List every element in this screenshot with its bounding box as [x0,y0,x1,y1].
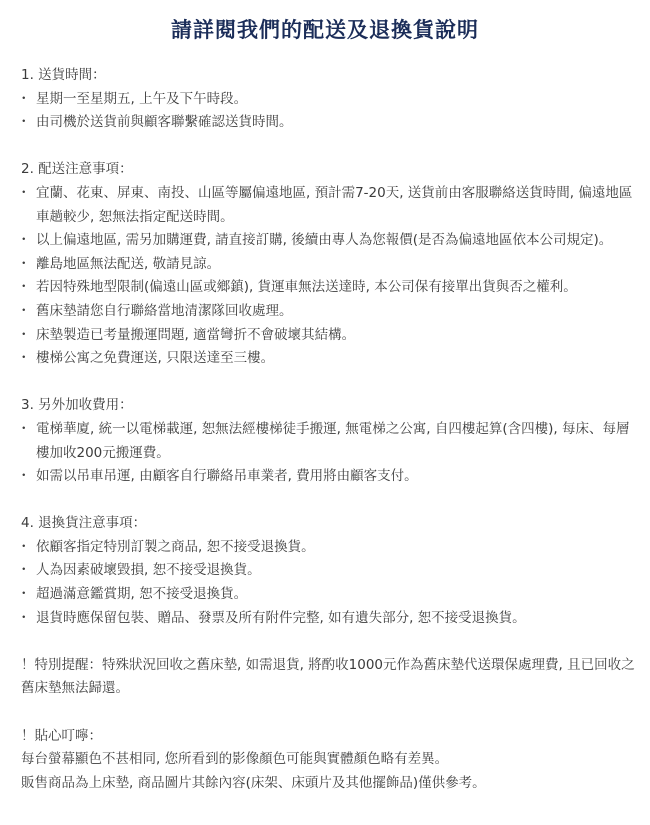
list-item: ・ 超過滿意鑑賞期, 恕不接受退換貨。 [21,583,641,607]
list-item: ・ 如需以吊車吊運, 由顧客自行聯絡吊車業者, 費用將由顧客支付。 [21,465,641,489]
list-item: ・ 星期一至星期五, 上午及下午時段。 [21,88,641,112]
list-item: ・ 電梯華廈, 統一以電梯載運, 恕無法經樓梯徒手搬運, 無電梯之公寓, 自四樓起算(含四樓), 每床、每層樓加收200元搬運費。 [21,418,641,465]
list-item: ・ 離島地區無法配送, 敬請見諒。 [21,253,641,277]
list-item: ・ 舊床墊請您自行聯絡當地清潔隊回收處理。 [21,300,641,324]
section-heading: 3. 另外加收費用： [21,397,133,414]
tips-heading: ！貼心叮嚀： [21,727,102,744]
section-delivery-notes [21,158,641,370]
section-heading: 4. 退換貨注意事項： [21,515,147,532]
tips-section [21,725,641,796]
list-item: ・ 床墊製造已考量搬運問題, 適當彎折不會破壞其結構。 [21,324,641,348]
page-title: 請詳閱我們的配送及退換貨說明 [171,18,479,42]
special-note: ！特別提醒：特殊狀況回收之舊床墊, 如需退貨, 將酌收1000元作為舊床墊代送環保處理費, 且已回收之舊床墊無法歸還。 [21,656,635,697]
list-item: ・ 宜蘭、花東、屏東、南投、山區等屬偏遠地區, 預計需7-20天, 送貨前由客服聯絡送貨時間, 偏遠地區車趟較少, 恕無法指定配送時間。 [21,182,641,229]
section-heading: 2. 配送注意事項： [21,161,133,178]
list-item: ・ 由司機於送貨前與顧客聯繫確認送貨時間。 [21,111,641,135]
tips-line: 每台螢幕顯色不甚相同, 您所看到的影像顏色可能與實體顏色略有差異。 [21,751,449,768]
section-delivery-time [21,64,641,135]
list-item: ・ 若因特殊地型限制(偏遠山區或鄉鎮), 貨運車無法送達時, 本公司保有接單出貨與否之權利。 [21,276,641,300]
list-item: ・ 以上偏遠地區, 需另加購運費, 請直接訂購, 後續由專人為您報價(是否為偏遠地區依本公司規定)。 [21,229,641,253]
tips-line: 販售商品為上床墊, 商品圖片其餘內容(床架、床頭片及其他擺飾品)僅供參考。 [21,774,486,791]
list-item: ・ 樓梯公寓之免費運送, 只限送達至三樓。 [21,347,641,371]
section-heading: 1. 送貨時間： [21,67,106,83]
list-item: ・ 依顧客指定特別訂製之商品, 恕不接受退換貨。 [21,536,641,560]
list-item: ・ 退貨時應保留包裝、贈品、發票及所有附件完整, 如有遺失部分, 恕不接受退換貨。 [21,607,641,631]
list-item: ・ 人為因素破壞毀損, 恕不接受退換貨。 [21,559,641,583]
policy-body [21,64,641,795]
section-extra-fees [21,394,641,488]
section-return-policy [21,512,641,630]
